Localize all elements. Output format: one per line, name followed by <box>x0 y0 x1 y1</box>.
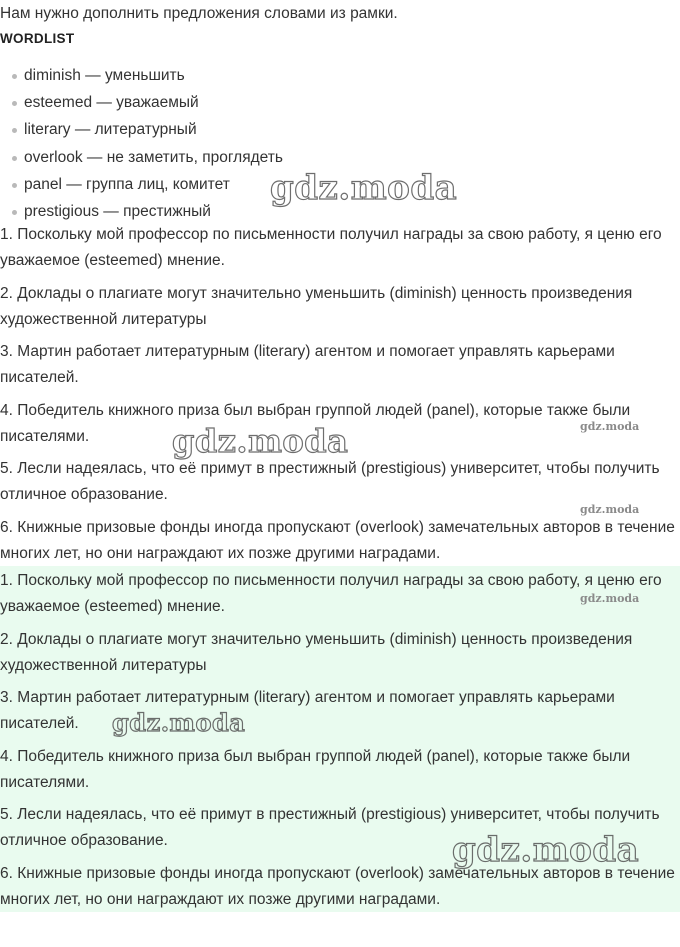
watermark-small: gdz.moda <box>580 592 640 605</box>
wordlist-item: overlook — не заметить, проглядеть <box>12 146 283 173</box>
sentence: 6. Книжные призовые фонды иногда пропускают (overlook) замечательных авторов в течение многих лет, но они награждают их позже другими наградами. <box>0 518 675 562</box>
sentence: 4. Победитель книжного приза был выбран группой людей (panel), которые также были писателями. <box>0 747 631 791</box>
wordlist <box>12 64 283 227</box>
sentence: 4. Победитель книжного приза был выбран группой людей (panel), которые также были писателями. <box>0 401 631 445</box>
wordlist-item: panel — группа лиц, комитет <box>12 173 283 200</box>
watermark-small: gdz.moda <box>580 503 640 516</box>
sentence: 3. Мартин работает литературным (literary) агентом и помогает управлять карьерами писателей. <box>0 689 615 732</box>
watermark: gdz.moda <box>452 830 640 870</box>
watermark: gdz.moda <box>172 422 349 460</box>
sentence: 3. Мартин работает литературным (literary) агентом и помогает управлять карьерами писателей. <box>0 343 615 386</box>
sentence: 1. Поскольку мой профессор по письменности получил награды за свою работу, я ценю его уважаемое (esteemed) мнение. <box>0 226 662 269</box>
intro-text: Нам нужно дополнить предложения словами из рамки. <box>0 5 398 22</box>
bullet-icon <box>12 156 17 161</box>
watermark: gdz.moda <box>112 708 246 737</box>
wordlist-item: esteemed — уважаемый <box>12 91 283 118</box>
wordlist-item: literary — литературный <box>12 118 283 145</box>
watermark: gdz.moda <box>270 168 458 208</box>
sentence: 1. Поскольку мой профессор по письменности получил награды за свою работу, я ценю его уважаемое (esteemed) мнение. <box>0 572 662 615</box>
sentence: 6. Книжные призовые фонды иногда пропускают (overlook) замечательных авторов в течение многих лет, но они награждают их позже другими наградами. <box>0 864 675 908</box>
answers-section <box>0 222 680 567</box>
watermark-small: gdz.moda <box>580 420 640 433</box>
wordlist-title: WORDLIST <box>0 31 75 46</box>
bullet-icon <box>12 210 17 215</box>
bullet-icon <box>12 183 17 188</box>
bullet-icon <box>12 74 17 79</box>
bullet-icon <box>12 128 17 133</box>
sentence: 5. Лесли надеялась, что её примут в престижный (prestigious) университет, чтобы получить отличное образование. <box>0 460 660 503</box>
wordlist-item: diminish — уменьшить <box>12 64 283 91</box>
wordlist-item: prestigious — престижный <box>12 200 283 227</box>
bullet-icon <box>12 101 17 106</box>
sentence: 5. Лесли надеялась, что её примут в престижный (prestigious) университет, чтобы получить отличное образование. <box>0 806 660 849</box>
sentence: 2. Доклады о плагиате могут значительно уменьшить (diminish) ценность произведения художественной литературы <box>0 630 633 674</box>
sentence: 2. Доклады о плагиате могут значительно уменьшить (diminish) ценность произведения художественной литературы <box>0 284 633 328</box>
